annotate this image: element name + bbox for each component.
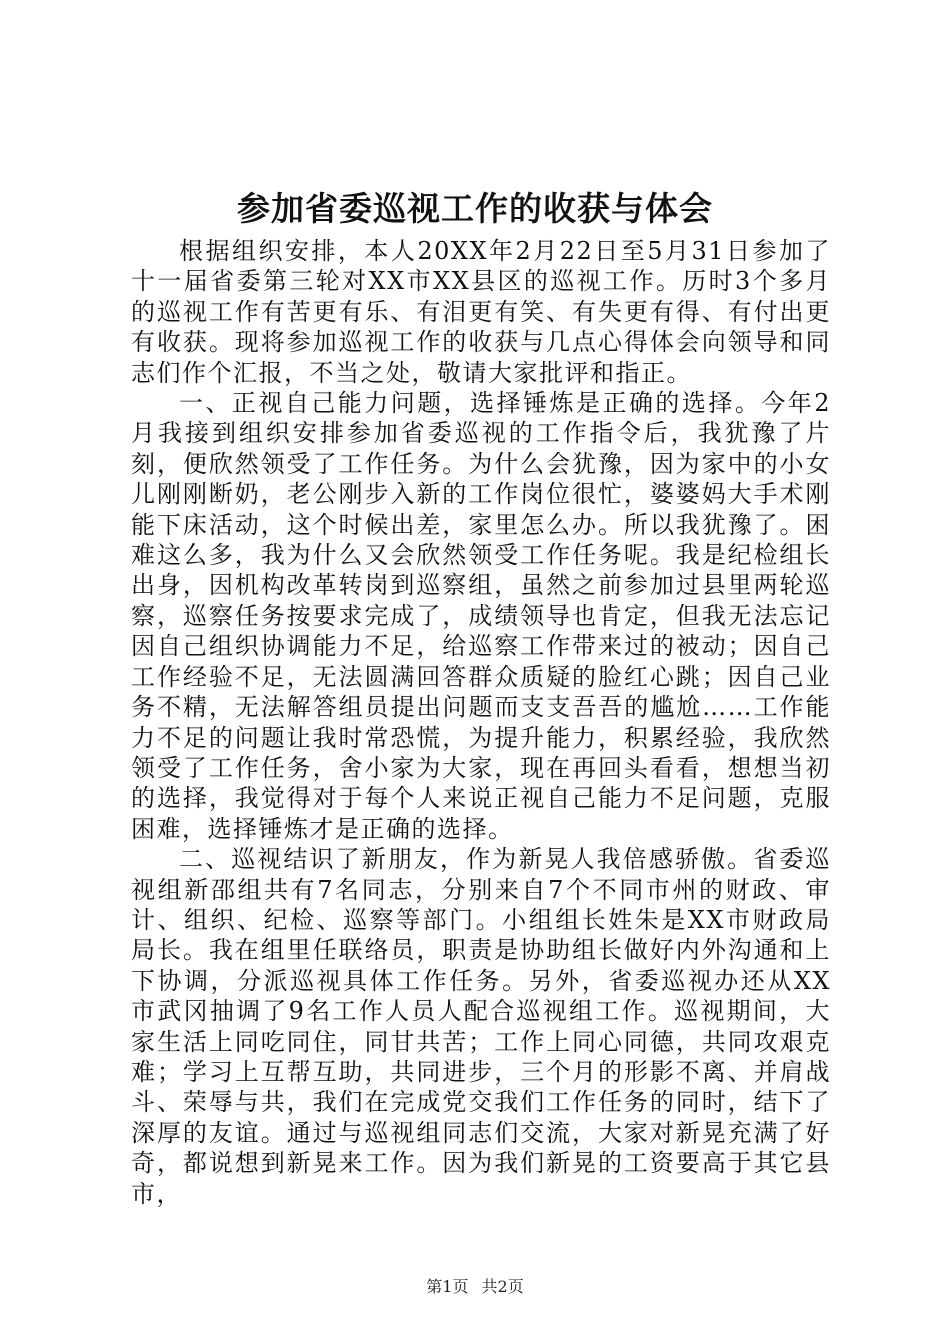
paragraph-section-1: 一、正视自己能力问题，选择锤炼是正确的选择。今年2月我接到组织安排参加省委巡视的工作指令后，我犹豫了片刻，便欣然领受了工作任务。为什么会犹豫，因为家中的小女儿刚刚断奶，老公刚步入新的工作岗位很忙，婆婆妈大手术刚能下床活动，这个时候出差，家里怎么办。所以我犹豫了。困难这么多，我为什么又会欣然领受工作任务呢。我是纪检组长出身，因机构改革转岗到巡察组，虽然之前参加过县里两轮巡察，巡察任务按要求完成了，成绩领导也肯定，但我无法忘记因自己组织协调能力不足，给巡察工作带来过的被动；因自己工作经验不足，无法圆满回答群众质疑的脸红心跳；因自己业务不精，无法解答组员提出问题而支支吾吾的尴尬……工作能力不足的问题让我时常恐慌，为提升能力，积累经验，我欣然领受了工作任务，舍小家为大家，现在再回头看看，想想当初的选择，我觉得对于每个人来说正视自己能力不足问题，克服困难，选择锤炼才是正确的选择。	[131, 389, 831, 843]
page-number-current: 第1页	[426, 1277, 469, 1296]
paragraph-section-2: 二、巡视结识了新朋友，作为新晃人我倍感骄傲。省委巡视组新邵组共有7名同志，分别来自7个不同市州的财政、审计、组织、纪检、巡察等部门。小组组长姓朱是XX市财政局局长。我在组里任联络员，职责是协助组长做好内外沟通和上下协调，分派巡视具体工作任务。另外，省委巡视办还从XX市武冈抽调了9名工作人员人配合巡视组工作。巡视期间，大家生活上同吃同住，同甘共苦；工作上同心同德，共同攻艰克难；学习上互帮互助，共同进步，三个月的形影不离、并肩战斗、荣辱与共，我们在完成党交我们工作任务的同时，结下了深厚的友谊。通过与巡视组同志们交流，大家对新晃充满了好奇，都说想到新晃来工作。因为我们新晃的工资要高于其它县市，	[131, 845, 831, 1208]
page-footer	[0, 1276, 950, 1298]
document-title: 参加省委巡视工作的收获与体会	[237, 189, 713, 228]
document-body	[131, 236, 831, 1209]
paragraph-intro: 根据组织安排，本人20XX年2月22日至5月31日参加了十一届省委第三轮对XX市XX县区的巡视工作。历时3个多月的巡视工作有苦更有乐、有泪更有笑、有失更有得、有付出更有收获。现将参加巡视工作的收获与几点心得体会向领导和同志们作个汇报，不当之处，敬请大家批评和指正。	[131, 237, 831, 387]
page-number-total: 共2页	[481, 1277, 524, 1296]
